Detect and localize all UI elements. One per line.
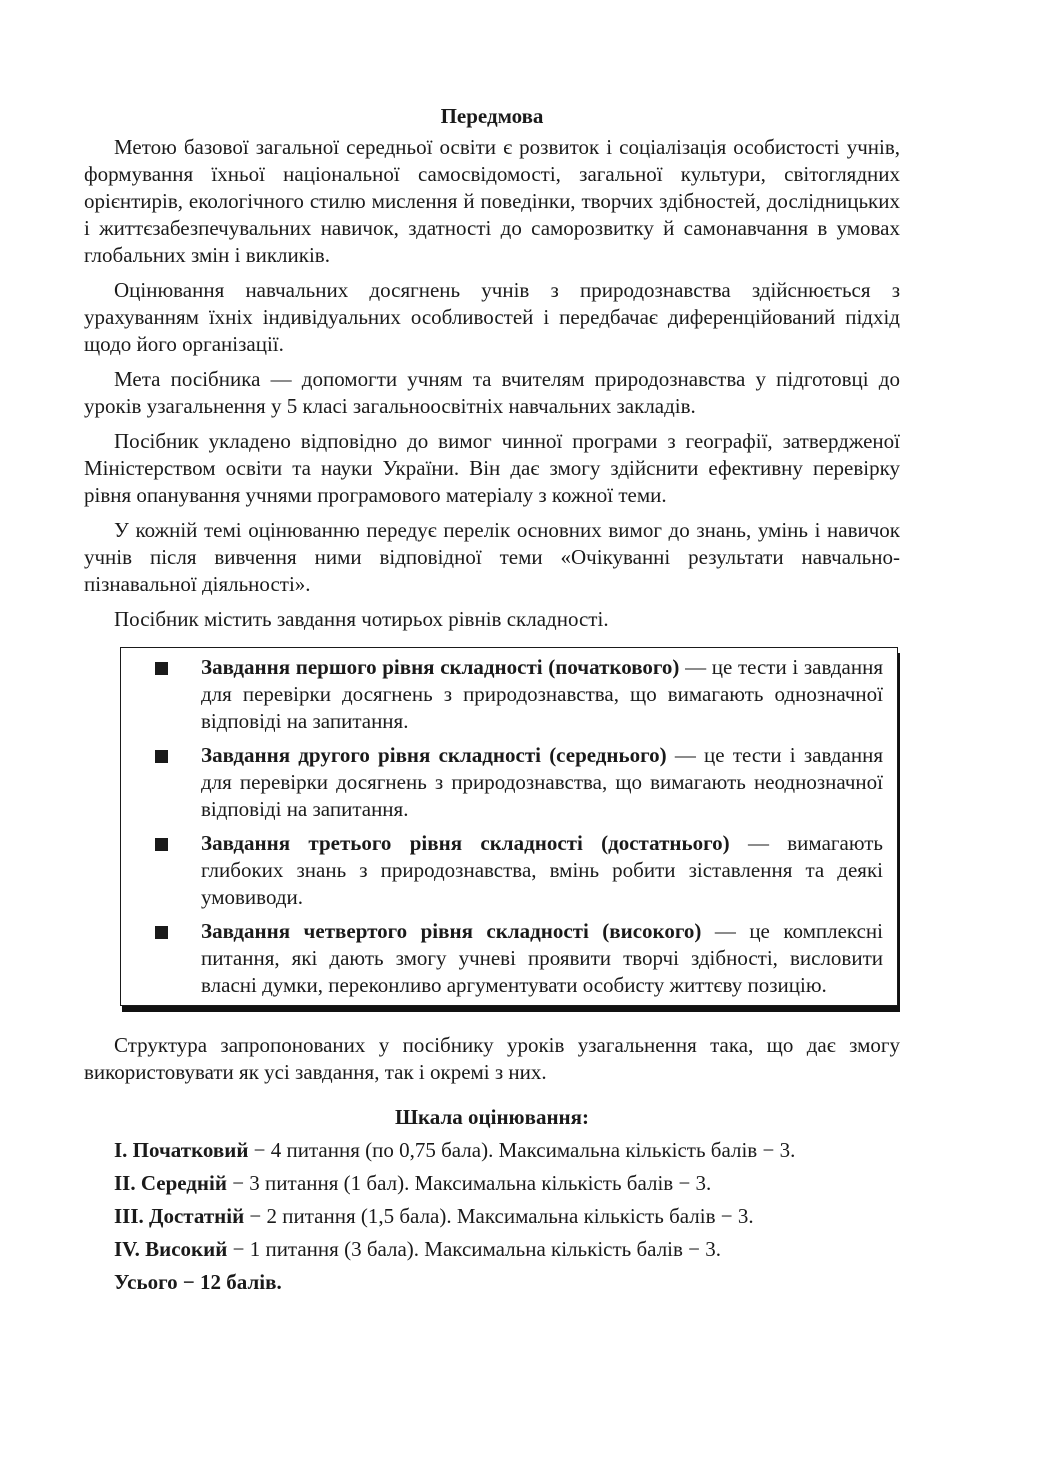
level-description: — вимагають глибоких знань з природознавства, вмінь робити зіставлення та деякі умовиводи. xyxy=(201,831,883,909)
level-item xyxy=(121,654,883,735)
level-description: — це комплексні питання, які дають змогу учневі проявити творчі здібності, висловити власні думки, переконливо аргументувати особисту життєву позицію. xyxy=(201,919,883,997)
level-description: — це тести і завдання для перевірки досягнень з природознавства, що вимагають неоднозначної відповіді на запитання. xyxy=(201,743,883,821)
level-description: — це тести і завдання для перевірки досягнень з природознавства, що вимагають однозначної відповіді на запитання. xyxy=(201,655,883,733)
scale-level-label: III. Достатній xyxy=(114,1204,245,1228)
document-page xyxy=(84,103,900,1296)
scale-line xyxy=(114,1236,900,1263)
square-bullet-icon xyxy=(121,918,201,939)
paragraph: Мета посібника — допомогти учням та вчителям природознавства у підготовці до уроків узагальнення у 5 класі загальноосвітніх навчальних закладів. xyxy=(84,367,900,418)
paragraph-after-box: Структура запропонованих у посібнику уроків узагальнення така, що дає змогу використовувати як усі завдання, так і окремі з них. xyxy=(84,1033,900,1084)
level-heading: Завдання другого рівня складності (середнього) xyxy=(201,743,667,767)
scale-line xyxy=(114,1137,900,1164)
scale-level-text: − 2 питання (1,5 бала). Максимальна кількість балів − 3. xyxy=(244,1204,754,1228)
scale-level-text: − 3 питання (1 бал). Максимальна кількість балів − 3. xyxy=(226,1171,712,1195)
scale-total: Усього − 12 балів. xyxy=(114,1270,282,1294)
scale-level-label: IV. Високий xyxy=(114,1237,228,1261)
paragraph: Метою базової загальної середньої освіти є розвиток і соціалізація особистості учнів, формування їхньої національної самосвідомості, загальної культури, світоглядних орієнтирів, екологічного стилю мислення й поведінки, творчих здібностей, дослідницьких і життєзабезпечувальних навичок, здатності до саморозвитку й самонавчання в умовах глобальних змін і викликів. xyxy=(84,135,900,267)
levels-box xyxy=(120,647,898,1006)
square-bullet-icon xyxy=(121,654,201,675)
scale-level-text: − 4 питання (по 0,75 бала). Максимальна кількість балів − 3. xyxy=(248,1138,796,1162)
scale-level-label: I. Початковий xyxy=(114,1138,249,1162)
paragraph: Оцінювання навчальних досягнень учнів з природознавства здійснюється з урахуванням їхніх індивідуальних особливостей і передбачає диференційований підхід щодо його організації. xyxy=(84,278,900,356)
scale-line xyxy=(114,1170,900,1197)
level-item xyxy=(121,830,883,911)
scale-title: Шкала оцінювання: xyxy=(394,1105,590,1129)
scale-level-text: − 1 питання (3 бала). Максимальна кількість балів − 3. xyxy=(227,1237,722,1261)
level-item xyxy=(121,918,883,999)
scale-level-label: II. Середній xyxy=(114,1171,227,1195)
page-title: Передмова xyxy=(440,104,544,128)
paragraph: Посібник укладено відповідно до вимог чинної програми з географії, затвердженої Міністерством освіти та науки України. Він дає змогу здійснити ефективну перевірку рівня опанування учнями програмового матеріалу з кожної теми. xyxy=(84,429,900,507)
paragraph: У кожній темі оцінюванню передує перелік основних вимог до знань, умінь і навичок учнів після вивчення ними відповідної теми «Очікуванні результати навчально-пізнавальної діяльності». xyxy=(84,518,900,596)
square-bullet-icon xyxy=(121,742,201,763)
scale-line xyxy=(114,1203,900,1230)
level-heading: Завдання першого рівня складності (початкового) xyxy=(201,655,680,679)
paragraph: Посібник містить завдання чотирьох рівнів складності. xyxy=(114,607,609,631)
level-item xyxy=(121,742,883,823)
level-heading: Завдання четвертого рівня складності (високого) xyxy=(201,919,702,943)
square-bullet-icon xyxy=(121,830,201,851)
level-heading: Завдання третього рівня складності (достатнього) xyxy=(201,831,730,855)
